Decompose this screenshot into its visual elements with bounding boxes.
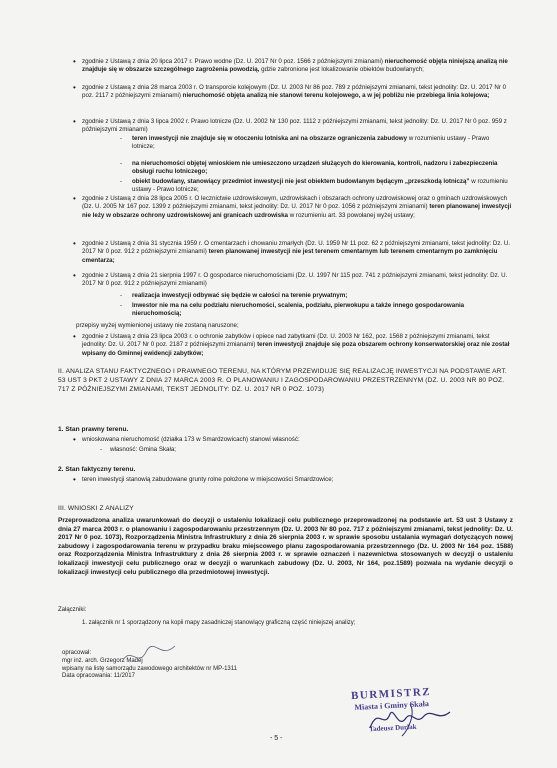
section-2-heading: II. ANALIZA STANU FAKTYCZNEGO I PRAWNEGO TERENU, NA KTÓRYM PRZEWIDUJE SIĘ REALIZACJĘ INWESTYCJI NA PODSTAWIE ART. 53 UST 3 PKT 2 USTAWY Z DNIA 27 MARCA 2003 R. O PLANOWANIU I ZAGOSPODAROWANIU PRZESTRZENNYM (DZ. U. 2003 NR 80 POZ. 717 Z PÓŹNIEJSZYMI ZMIANAMI, TEKST JEDNOLITY: DZ. U. 2017 NR 0 POZ. 1073)	[58, 368, 507, 393]
stan-prawny-title: 1. Stan prawny terenu.	[58, 426, 129, 433]
opracowal-date: Data opracowania: 11/2017	[62, 673, 135, 680]
bold-text: realizacja inwestycji odbywać się będzie w całości na terenie prywatnym;	[132, 292, 348, 299]
text: zgodnie z Ustawą z dnia 23 lipca 2003 r. o ochronie zabytków i opiece nad zabytkami (Dz. U. 2003 Nr 162, poz. 1568 z późniejszymi zmianami, tekst jednolity: Dz. U. 2017 Nr 0 poz. 2187 z późniejszymi zmianami)	[82, 333, 490, 349]
text: w rozumieniu art. 33 powołanej wyżej ustawy;	[289, 211, 415, 219]
bullet-prawo-wodne	[82, 58, 512, 75]
text: zgodnie z Ustawą z dnia 28 lipca 2005 r. O lecznictwie uzdrowiskowym, uzdrowiskach i obszarach ochrony uzdrowiskowej oraz o gminach uzdrowiskowych (Dz. U. 2005 Nr 167 poz. 1399 z późniejszymi zmianami, tekst jednolity: Dz. U. 2017 Nr 0 poz. 1056 z późniejszymi zmianami)	[82, 195, 508, 211]
bullet-zabytki	[82, 333, 512, 358]
stan-prawny-sub: - własność: Gmina Skała;	[100, 446, 177, 453]
bold-text: Inwestor nie ma na celu podziału nieruchomości, scalenia, podziału, pierwokupu a także innego gospodarowania nieruchomością;	[132, 302, 465, 318]
text: zgodnie z Ustawą z dnia 31 stycznia 1959 r. O cmentarzach i chowaniu zmarłych (Dz. U. 1959 Nr 11 poz. 62 z późniejszymi zmianami, tekst jednolity: Dz. U. 2017 Nr 0 poz. 912 z późniejszymi zmianami)	[82, 240, 511, 256]
bullet-cmentarze	[82, 240, 512, 265]
stan-faktyczny-title: 2. Stan faktyczny terenu.	[58, 466, 136, 473]
text: zgodnie z Ustawą z dnia 3 lipca 2002 r. Prawo lotnicze (Dz. U. 2002 Nr 130 poz. 1112 z późniejszymi zmianami, tekst jednolity: Dz. U. 2017 Nr 0 poz. 959 z późniejszymi zmianami)	[82, 118, 507, 134]
przepisy-note: przepisy wyżej wymienionej ustawy nie zostaną naruszone;	[76, 322, 239, 329]
bold-text: teren inwestycji znajduje się poza obszarem ochrony konserwatorskiej oraz nie został wpisany do Gminnej ewidencji zabytków;	[82, 341, 510, 357]
bold-text: nieruchomość objęta analizą nie stanowi terenu kolejowego, a w jej pobliżu nie przebiega linia kolejowa;	[182, 92, 490, 100]
section-3-heading: III. WNIOSKI Z ANALIZY	[58, 505, 134, 512]
opracowal-name: mgr inż. arch. Grzegorz Madej	[62, 657, 143, 664]
text: w rozumieniu ustawy - Prawo lotnicze;	[132, 135, 490, 151]
author-signature-icon	[120, 640, 180, 670]
stamp-name: Tadeusz Durlak	[368, 722, 417, 734]
sub-inwestor	[132, 302, 510, 319]
text: gdzie zabronione jest lokalizowanie obiektów budowlanych;	[261, 66, 424, 74]
bullet-transport-kolejowy	[82, 84, 512, 101]
sub-urzadzenia	[132, 160, 510, 177]
text: wnioskowana nieruchomość (działka 173 w Smardzowicach) stanowi własność:	[82, 436, 300, 443]
opracowal-label: opracował:	[62, 650, 92, 656]
bullet-stan-faktyczny	[82, 476, 512, 484]
bullet-prawo-lotnicze	[82, 118, 512, 135]
stamp-title: BURMISTRZ	[350, 685, 432, 703]
bold-text: nieruchomość objęta niniejszą analizą nie znajduje się w obszarze szczególnego zagrożenia powodzią,	[82, 58, 508, 74]
bold-text: obiekt budowlany, stanowiący przedmiot inwestycji nie jest obiektem budowlanym będącym „przeszkodą lotniczą”	[132, 178, 470, 185]
bold-text: na nieruchomości objętej wnioskiem nie umieszczono urządzeń służących do kierowania, kontroli, nadzoru i zabezpieczenia obsługi ruchu lotniczego;	[132, 160, 498, 176]
signature-icon	[350, 700, 460, 740]
zalacznik-1: 1. załącznik nr 1 sporządzony na kopii mapy zasadniczej stanowiący graficzną część niniejszej analizy;	[82, 620, 356, 626]
bullet-gospodarka	[82, 272, 512, 289]
page-number: - 5 -	[270, 735, 283, 742]
text: zgodnie z Ustawą z dnia 21 sierpnia 1997 r. O gospodarce nieruchomościami (Dz. U. 1997 Nr 115 poz. 741 z późniejszymi zmianami, tekst jednolity: Dz. U. 2017 Nr 0 poz. 912 z późniejszymi zmianami)	[82, 272, 508, 288]
sub-teren-prywatny	[132, 292, 510, 300]
bold-text: teren inwestycji nie znajduje się w otoczeniu lotniska ani na obszarze ograniczenia zabudowy	[132, 135, 408, 142]
sub-lotnisko	[132, 135, 510, 152]
text: w rozumieniu ustawy - Prawo lotnicze;	[132, 178, 508, 194]
sub-przeszkoda	[132, 178, 510, 195]
stamp-municipality: Miasta i Gminy Skała	[354, 699, 430, 712]
text: zgodnie z Ustawą z dnia 28 marca 2003 r. O transporcie kolejowym (Dz. U. 2003 Nr 86 poz. 789 z późniejszymi zmianami, tekst jednolity: Dz. U. 2017 Nr 0 poz. 2117 z późniejszymi zmianami)	[82, 84, 507, 100]
opracowal-license: wpisany na listę samorządu zawodowego architektów nr MP-1311	[62, 665, 237, 672]
zalaczniki-label: Załączniki:	[58, 607, 87, 613]
text: własność: Gmina Skała;	[110, 446, 177, 453]
section-3-text: Przeprowadzona analiza uwarunkowań do decyzji o ustaleniu lokalizacji celu publicznego przeprowadzonej na podstawie art. 53 ust 3 Ustawy z dnia 27 marca 2003 r. o planowaniu i zagospodarowaniu przestrzennym (Dz. U. 2003 Nr 80 poz. 717 z późniejszymi zmianami, tekst jednolity: Dz. U. 2017 Nr 0 poz. 1073), Rozporządzenia Ministra Infrastruktury z dnia 26 sierpnia 2003 r. w sprawie sposobu ustalania wymagań dotyczących nowej zabudowy i zagospodarowania terenu w przypadku braku miejscowego planu zagospodarowania przestrzennego (Dz. U. 2003 Nr 164 poz. 1588) oraz Rozporządzenia Ministra Infrastruktury z dnia 26 sierpnia 2003 r. w sprawie oznaczeń i nazewnictwa stosowanych w decyzji o ustaleniu lokalizacji inwestycji celu publicznego oraz w decyzji o warunkach zabudowy (Dz. U. 2003, Nr 164, poz.1589) pozwala na wydanie decyzji o lokalizacji inwestycji celu publicznego dla przedmiotowej inwestycji.	[58, 517, 513, 576]
bold-text: teren planowanej inwestycji nie jest terenem cmentarnym lub terenem cmentarnym po zamknięciu cmentarza;	[82, 248, 498, 264]
bullet-stan-prawny	[82, 436, 512, 444]
text: zgodnie z Ustawą z dnia 20 lipca 2017 r. Prawo wodne (Dz. U. 2017 Nr 0 poz. 1566 z późniejszymi zmianami)	[82, 58, 383, 65]
bullet-uzdrowiska	[82, 195, 512, 220]
text: teren inwestycji stanowią zabudowane grunty rolne położone w miejscowości Smardzowice;	[82, 476, 334, 483]
bold-text: teren planowanej inwestycji nie leży w obszarze ochrony uzdrowiskowej ani granicach uzdrowiska	[82, 203, 512, 219]
opracowal-block	[62, 650, 322, 681]
